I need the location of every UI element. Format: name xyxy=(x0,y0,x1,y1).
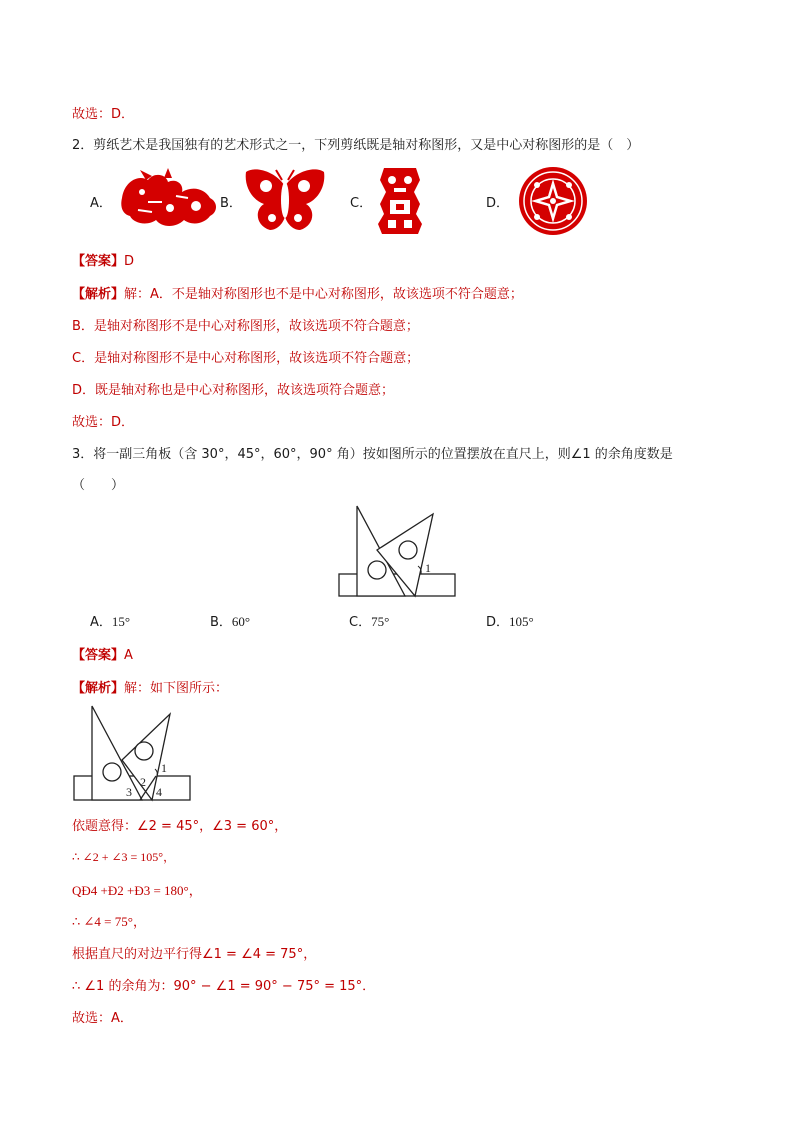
q3-figure-label-1: 1 xyxy=(425,561,431,575)
q3-analysis-figure xyxy=(72,704,194,804)
q1-conclusion: 故选：D． xyxy=(72,107,135,122)
q2-analysis-line-2: B．是轴对称图形不是中心对称图形，故该选项不符合题意； xyxy=(72,319,419,334)
q3-figure xyxy=(337,500,457,600)
q3-option-d: D．105° xyxy=(486,614,534,630)
q3-step-4: ∴ ∠4 = 75°， xyxy=(72,914,146,929)
q3-option-a: A．15° xyxy=(90,614,131,630)
q2-answer-tag: 【答案】D xyxy=(72,254,135,269)
q3-step-5: 根据直尺的对边平行得∠1 = ∠4 = 75°， xyxy=(72,947,317,962)
q2-stem: 2．剪纸艺术是我国独有的艺术形式之一，下列剪纸既是轴对称图形，又是中心对称图形的是（ ） xyxy=(72,138,640,153)
q2-option-a-label: A． xyxy=(90,196,112,211)
q3-option-c: C．75° xyxy=(349,614,390,630)
q3-option-b: B．60° xyxy=(210,614,251,630)
q3-step-2: ∴ ∠2 + ∠3 = 105°， xyxy=(72,850,176,864)
round-pattern-papercut-icon xyxy=(518,166,588,236)
q3-figure2-label-3: 3 xyxy=(126,785,132,799)
q3-stem-line-1: 3．将一副三角板（含 30°，45°，60°，90° 角）按如图所示的位置摆放在直尺上，则∠1 的余角度数是 xyxy=(72,447,673,462)
q2-option-b-label: B． xyxy=(220,196,242,211)
q3-analysis-intro: 【解析】解：如下图所示： xyxy=(72,681,229,696)
q2-analysis-line-4: D．既是轴对称也是中心对称图形，故该选项符合题意； xyxy=(72,383,395,398)
q2-option-c-label: C． xyxy=(350,196,373,211)
q2-conclusion: 故选：D． xyxy=(72,415,135,430)
q2-analysis-line-1: 【解析】解：A．不是轴对称图形也不是中心对称图形，故该选项不符合题意； xyxy=(72,287,523,302)
q3-answer-tag: 【答案】A xyxy=(72,648,133,663)
butterfly-papercut-icon xyxy=(244,166,326,234)
figure-papercut-icon xyxy=(374,164,426,236)
q3-conclusion: 故选：A． xyxy=(72,1011,133,1026)
q3-step-6: ∴ ∠1 的余角为：90° − ∠1 = 90° − 75° = 15°． xyxy=(72,979,376,994)
q3-step-1: 依题意得：∠2 = 45°，∠3 = 60°， xyxy=(72,819,288,834)
q2-analysis-line-3: C．是轴对称图形不是中心对称图形，故该选项不符合题意； xyxy=(72,351,420,366)
q2-option-d-label: D． xyxy=(486,196,510,211)
q3-stem-line-2: （ ） xyxy=(72,478,125,493)
q3-figure2-label-2: 2 xyxy=(140,775,146,789)
q3-step-3: QÐ4 +Ð2 +Ð3 = 180°， xyxy=(72,883,202,898)
dragon-papercut-icon xyxy=(118,168,222,232)
q3-figure2-label-1: 1 xyxy=(161,761,167,775)
q3-figure2-label-4: 4 xyxy=(156,785,162,799)
